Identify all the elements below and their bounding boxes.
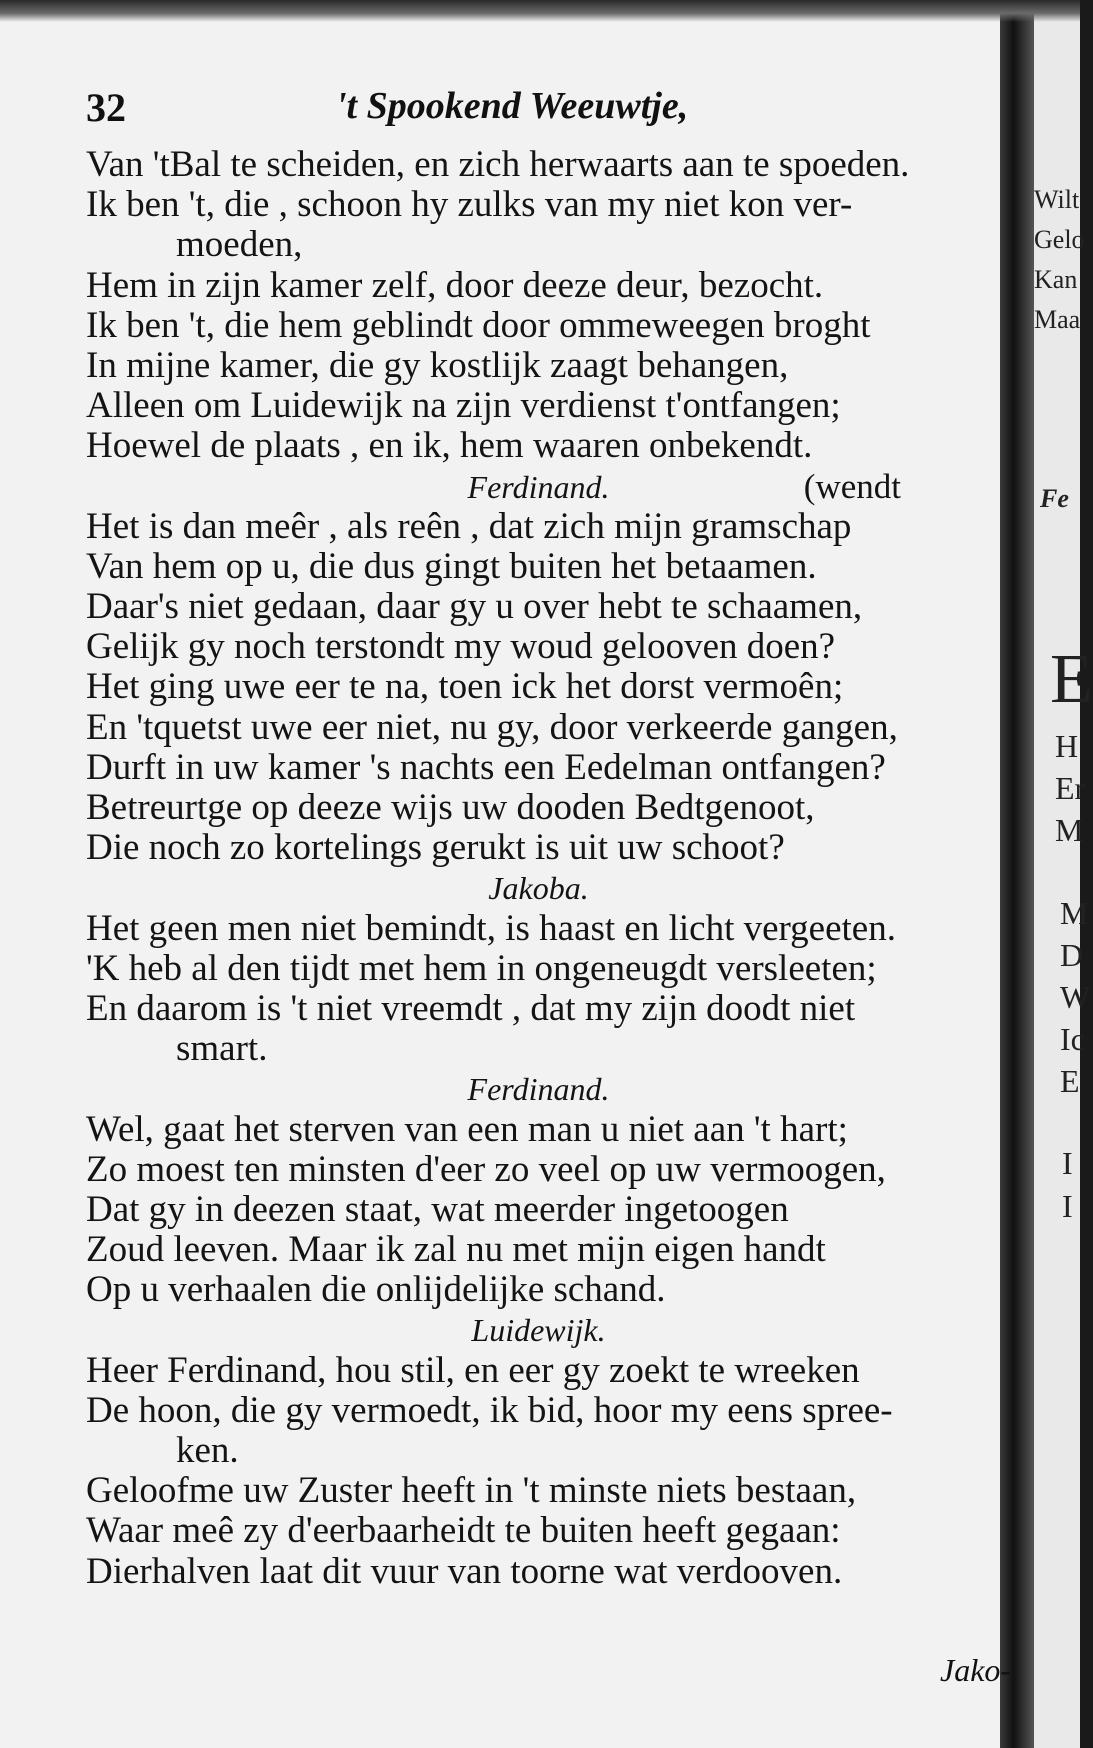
verse-line: Het geen men niet bemindt, is haast en licht vergeeten.	[86, 907, 896, 949]
verse-line: De hoon, die gy vermoedt, ik bid, hoor my eens spree-	[86, 1389, 893, 1431]
verse-line-continuation: smart.	[176, 1028, 268, 1070]
verse-line: Hem in zijn kamer zelf, door deeze deur, bezocht.	[86, 264, 824, 306]
facing-page-edge	[1034, 0, 1080, 1748]
verse-line: Zo moest ten minsten d'eer zo veel op uw vermoogen,	[86, 1148, 886, 1190]
verse-line: Dierhalven laat dit vuur van toorne wat verdooven.	[86, 1550, 843, 1592]
speaker-name: Ferdinand.	[467, 468, 610, 505]
facing-fragment: Ic	[1060, 1021, 1085, 1057]
verse-line: In mijne kamer, die gy kostlijk zaagt behangen,	[86, 344, 789, 386]
facing-fragment: Fe	[1040, 484, 1069, 513]
facing-fragment: M	[1060, 895, 1089, 931]
verse-line: Wel, gaat het sterven van een man u niet aan 't hart;	[86, 1108, 848, 1150]
book-gutter	[1000, 0, 1034, 1748]
verse-line: Geloofme uw Zuster heeft in 't minste niets bestaan,	[86, 1470, 857, 1512]
verse-line: Alleen om Luidewijk na zijn verdienst t'ontfangen;	[86, 385, 841, 427]
speaker-heading	[86, 1069, 991, 1109]
verse-line: Zoud leeven. Maar ik zal nu met mijn eigen handt	[86, 1229, 826, 1271]
facing-fragment: Er	[1055, 770, 1086, 806]
speaker-name: Jakoba.	[488, 870, 589, 907]
verse-line: Durft in uw kamer 's nachts een Eedelman ontfangen?	[86, 746, 886, 788]
running-title: 't Spookend Weeuwtje,	[336, 85, 689, 127]
facing-drop-initial: E	[1050, 641, 1093, 718]
facing-fragment: D	[1060, 937, 1084, 973]
facing-fragment: E	[1060, 1063, 1080, 1099]
catchword: Jako-	[940, 1652, 1012, 1688]
facing-fragment: I	[1062, 1188, 1073, 1224]
verse-line: Ik ben 't, die hem geblindt door ommeweegen broght	[86, 304, 871, 346]
facing-fragment: Maa	[1034, 305, 1081, 334]
verse-line-continuation: moeden,	[176, 224, 303, 266]
page-header	[86, 84, 966, 132]
facing-fragment: Gelo	[1034, 225, 1085, 254]
verse-line: En daarom is 't niet vreemdt , dat my zijn doodt niet	[86, 987, 856, 1029]
facing-fragment: Wilt	[1034, 185, 1080, 214]
facing-fragment: I	[1062, 1145, 1073, 1181]
verse-line: Ik ben 't, die , schoon hy zulks van my niet kon ver-	[86, 184, 853, 226]
facing-fragment: W	[1060, 979, 1091, 1015]
verse-line: Hoewel de plaats , en ik, hem waaren onbekendt.	[86, 425, 813, 467]
verse-line: Het is dan meêr , als reên , dat zich mijn gramschap	[86, 505, 852, 547]
speaker-name: Luidewijk.	[471, 1312, 606, 1349]
verse-line: Dat gy in deezen staat, wat meerder ingetoogen	[86, 1188, 789, 1230]
verse-line: Heer Ferdinand, hou stil, en eer gy zoekt te wreeken	[86, 1349, 860, 1391]
top-edge-shadow	[0, 0, 1080, 22]
facing-fragment: H	[1055, 728, 1079, 764]
page-number: 32	[86, 85, 126, 130]
verse-line: Op u verhaalen die onlijdelijke schand.	[86, 1269, 666, 1311]
verse-line: Waar meê zy d'eerbaarheidt te buiten heeft gegaan:	[86, 1510, 841, 1552]
speaker-heading	[86, 467, 991, 507]
verse-line: En 'tquetst uwe eer niet, nu gy, door verkeerde gangen,	[86, 706, 898, 748]
verse-line: 'K heb al den tijdt met hem in ongeneugdt versleeten;	[86, 947, 877, 989]
verse-line: Het ging uwe eer te na, toen ick het dorst vermoên;	[86, 666, 844, 708]
stage-direction: (wendt	[803, 466, 901, 506]
speaker-heading	[86, 868, 991, 908]
speaker-heading	[86, 1310, 991, 1350]
facing-fragment: M	[1055, 812, 1084, 848]
verse-line-continuation: ken.	[176, 1430, 239, 1471]
facing-fragment: Kan	[1034, 265, 1078, 294]
verse-line: Daar's niet gedaan, daar gy u over hebt te schaamen,	[86, 586, 863, 628]
verse-line: Gelijk gy noch terstondt my woud gelooven doen?	[86, 626, 836, 668]
speaker-name: Ferdinand.	[467, 1071, 610, 1108]
verse-line: Betreurtge op deeze wijs uw dooden Bedtgenoot,	[86, 787, 815, 828]
verse-line: Die noch zo kortelings gerukt is uit uw schoot?	[86, 827, 785, 869]
verse-line: Van 'tBal te scheiden, en zich herwaarts aan te spoeden.	[86, 144, 910, 185]
play-text	[86, 145, 991, 1592]
verse-line: Van hem op u, die dus gingt buiten het betaamen.	[86, 545, 817, 587]
